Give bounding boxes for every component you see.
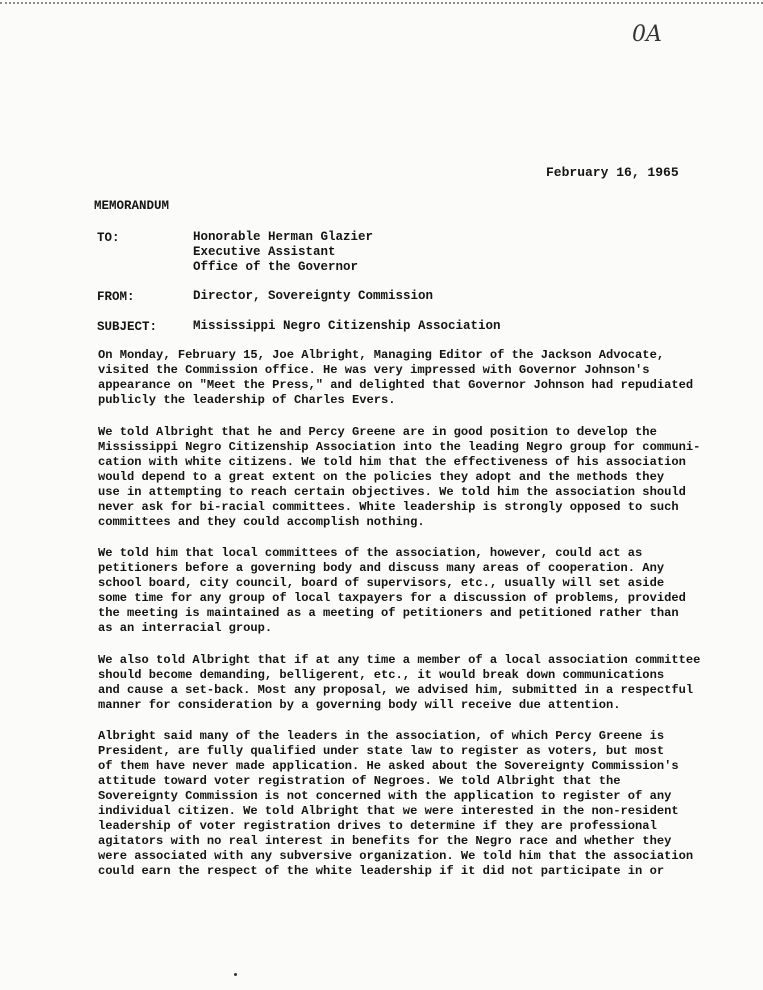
from-sender: Director, Sovereignty Commission	[193, 289, 434, 303]
body-line: manner for consideration by a governing body will receive due attention.	[98, 697, 621, 712]
subject-text: Mississippi Negro Citizenship Association	[193, 319, 501, 333]
body-line: We told him that local committees of the association, however, could act as	[98, 546, 643, 560]
body-paragraph	[98, 348, 738, 408]
memo-heading: MEMORANDUM	[94, 199, 170, 213]
to-line: Honorable Herman Glazier	[193, 230, 374, 244]
body-line: individual citizen. We told Albright that we were interested in the non-resident	[98, 804, 679, 818]
body-paragraph	[98, 546, 738, 636]
body-line: On Monday, February 15, Joe Albright, Managing Editor of the Jackson Advocate,	[98, 348, 665, 362]
body-line: attitude toward voter registration of Negroes. We told Albright that the	[98, 774, 621, 788]
body-paragraph	[98, 653, 738, 713]
body-line: appearance on "Meet the Press," and delighted that Governor Johnson had repudiated	[98, 378, 694, 392]
to-line: Office of the Governor	[193, 260, 359, 274]
body-line: Albright said many of the leaders in the association, of which Percy Greene is	[98, 729, 665, 743]
top-edge-rule	[0, 2, 763, 7]
body-paragraph	[98, 729, 738, 879]
subject-value	[193, 319, 501, 334]
body-line: would depend to a great extent on the policies they adopt and the methods they	[98, 469, 665, 484]
body-line: some time for any group of local taxpayers for a discussion of problems, provided	[98, 591, 686, 605]
body-line: could earn the respect of the white leadership if it did not participate in or	[98, 864, 665, 878]
body-line: were associated with any subversive organization. We told him that the association	[98, 849, 694, 863]
body-line: agitators with no real interest in benefits for the Negro race and whether they	[98, 834, 672, 848]
body-line: use in attempting to reach certain objectives. We told him the association should	[98, 484, 686, 499]
body-line: visited the Commission office. He was very impressed with Governor Johnson's	[98, 363, 650, 377]
body-line: and cause a set-back. Most any proposal, we advised him, submitted in a respectful	[98, 682, 694, 697]
body-line: Mississippi Negro Citizenship Association into the leading Negro group for communi-	[98, 439, 701, 454]
handwritten-note: 0A	[632, 22, 662, 47]
body-line: school board, city council, board of supervisors, etc., usually will set aside	[98, 576, 665, 590]
body-line: committees and they could accomplish nothing.	[98, 514, 425, 529]
body-line: as an interracial group.	[98, 621, 273, 635]
to-label: TO:	[97, 231, 120, 245]
body-line: the meeting is maintained as a meeting of petitioners and petitioned rather than	[98, 606, 679, 620]
body-line: We told Albright that he and Percy Greene are in good position to develop the	[98, 424, 657, 439]
body-line: should become demanding, belligerent, etc., it would break down communications	[98, 667, 665, 682]
subject-label: SUBJECT:	[97, 320, 158, 334]
body-line: of them have never made application. He asked about the Sovereignty Commission's	[98, 759, 679, 773]
body-line: cation with white citizens. We told him that the effectiveness of his association	[98, 454, 686, 469]
body-line: Sovereignty Commission is not concerned with the application to register of any	[98, 789, 672, 803]
from-value	[193, 289, 433, 304]
stray-ink-mark	[234, 973, 237, 976]
body-line: We also told Albright that if at any time a member of a local association committee	[98, 652, 701, 667]
body-line: leadership of voter registration drives to determine if they are professional	[98, 819, 657, 833]
to-recipient	[193, 230, 373, 275]
body-line: never ask for bi-racial committees. White leadership is strongly opposed to such	[98, 499, 679, 514]
memo-date: February 16, 1965	[546, 165, 679, 180]
memo-body	[98, 348, 738, 896]
body-line: President, are fully qualified under state law to register as voters, but most	[98, 744, 665, 758]
body-line: petitioners before a governing body and discuss many areas of cooperation. Any	[98, 561, 665, 575]
to-line: Executive Assistant	[193, 245, 336, 259]
body-paragraph	[98, 425, 738, 530]
body-line: publicly the leadership of Charles Evers.	[98, 393, 396, 407]
from-label: FROM:	[97, 290, 135, 304]
